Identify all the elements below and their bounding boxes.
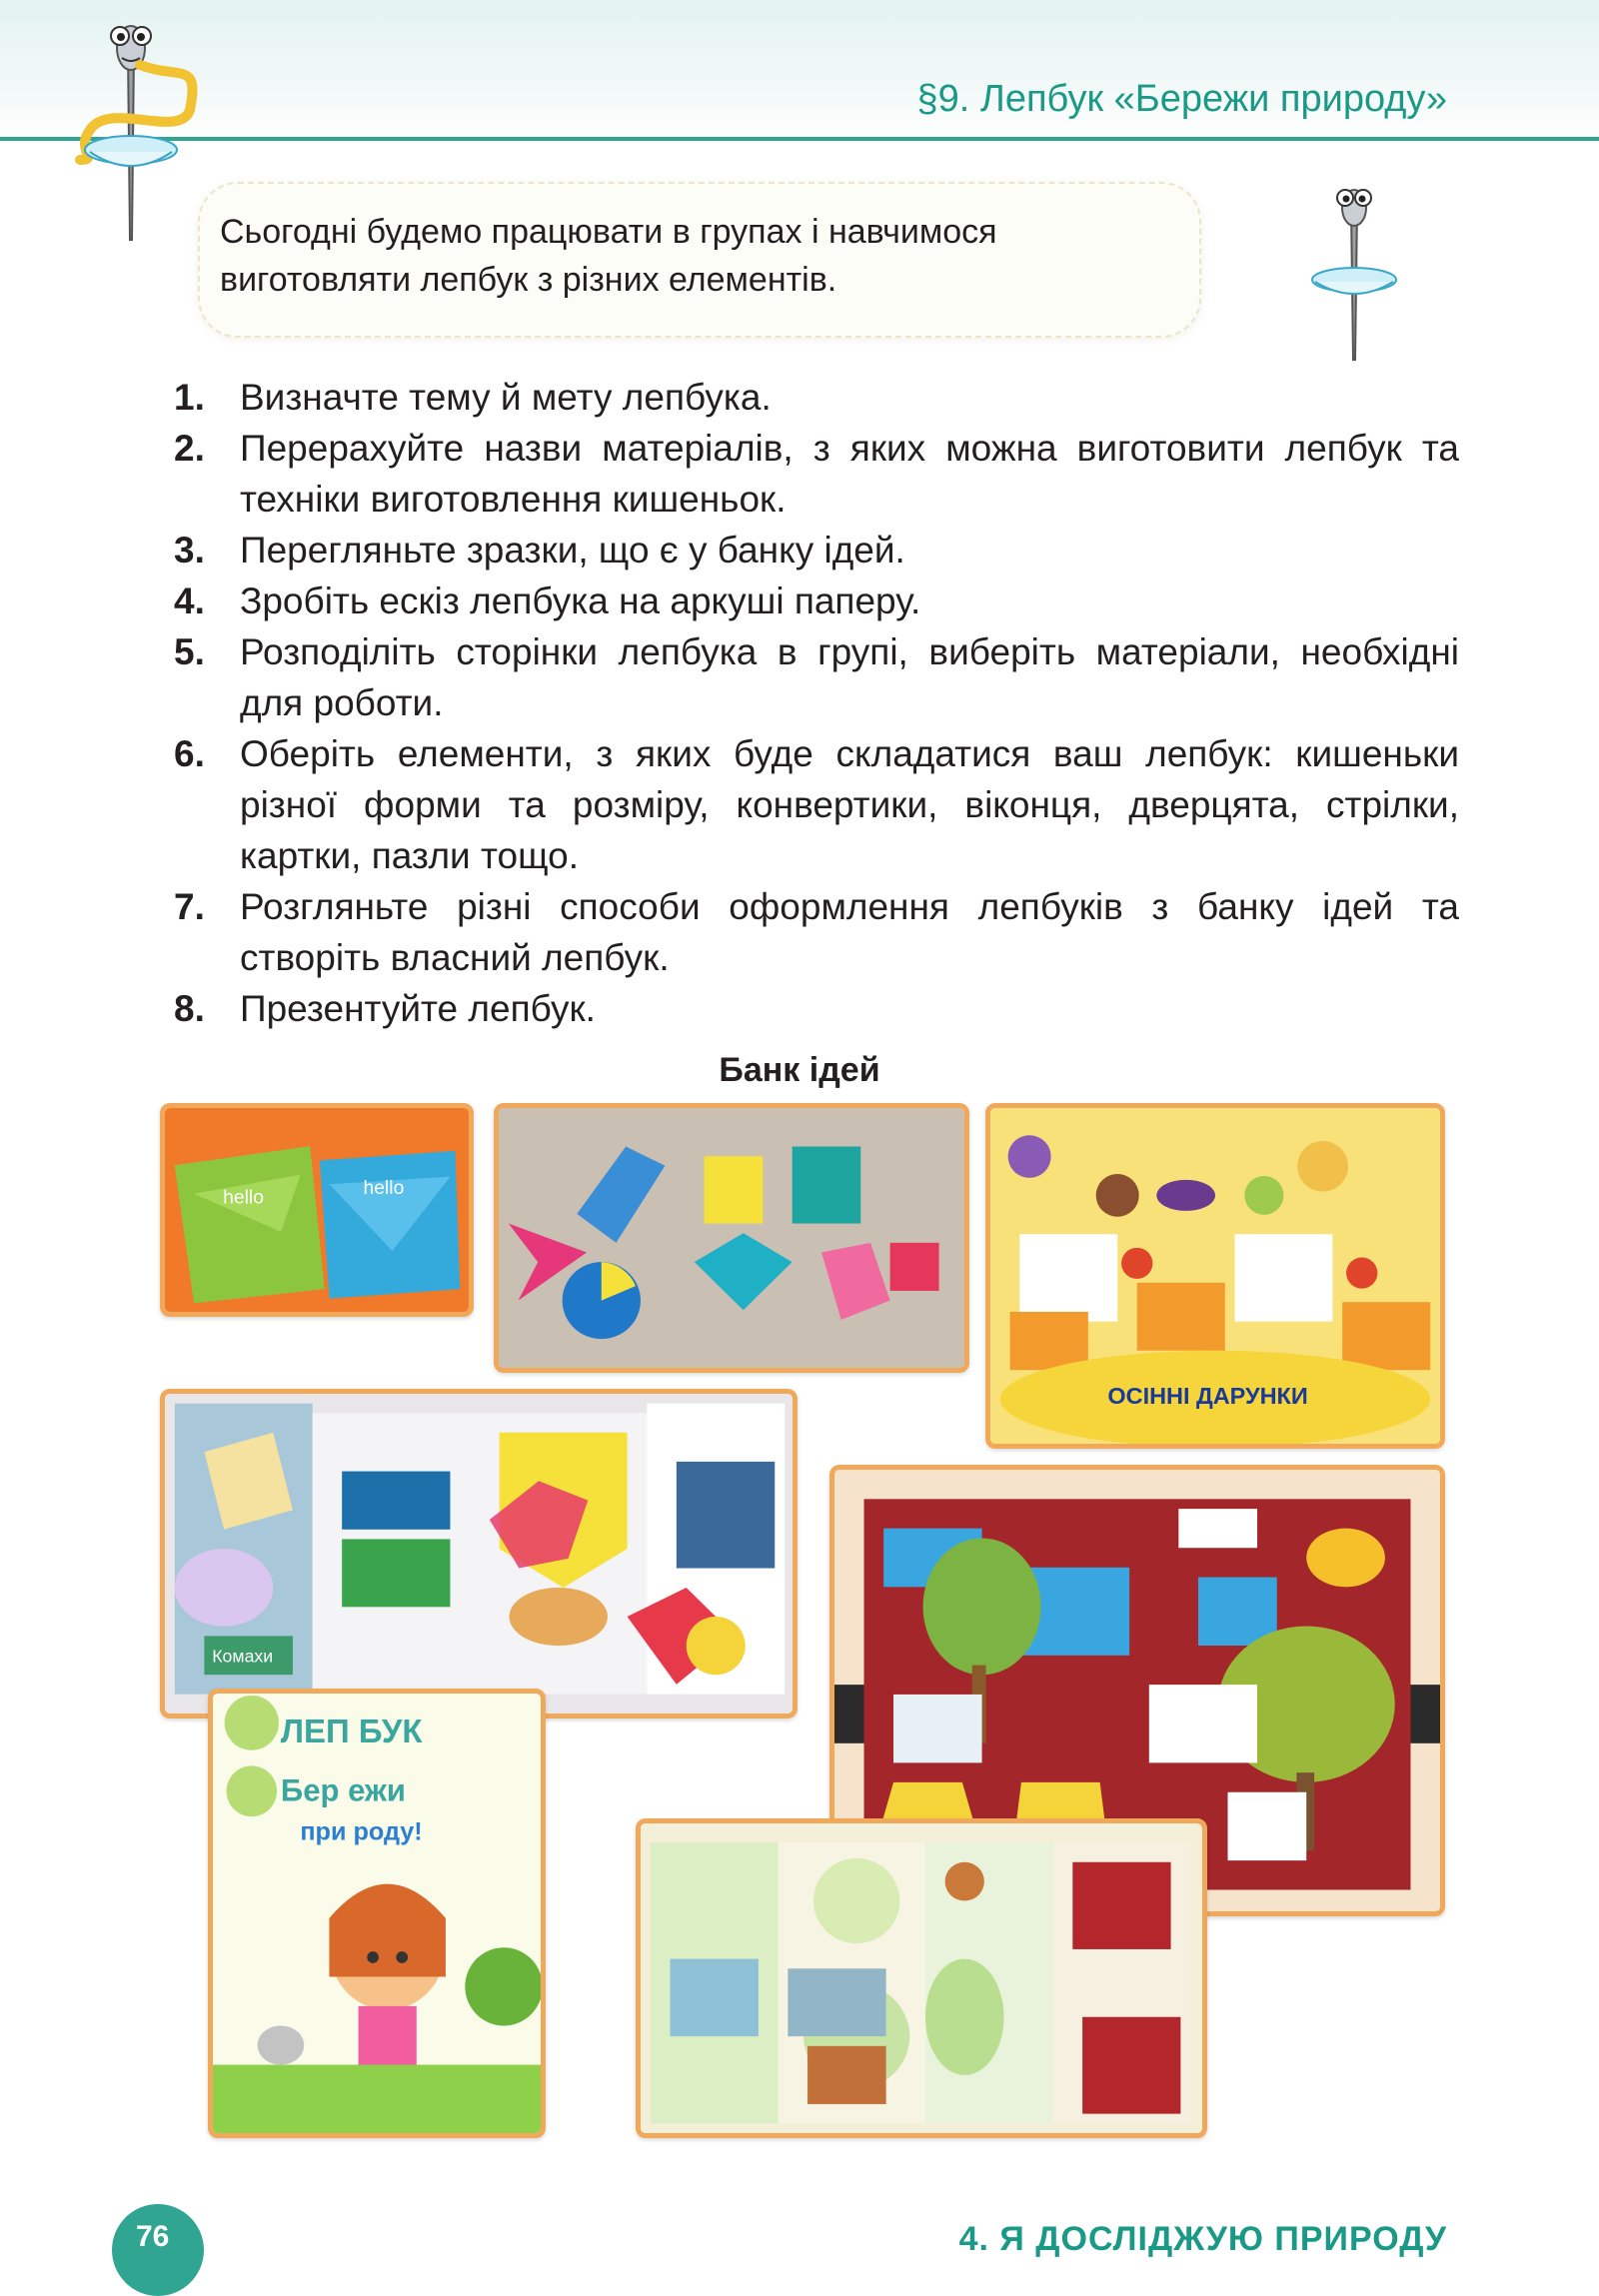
insects-label: Комахи	[212, 1646, 274, 1667]
task-text: Визначте тему й мету лепбука.	[240, 377, 772, 418]
list-item	[170, 423, 1459, 525]
list-item	[170, 372, 1459, 423]
photo-insects-lapbook	[160, 1389, 798, 1719]
task-text: Перегляньте зразки, що є у банку ідей.	[240, 530, 905, 571]
envelope-hello-2: hello	[363, 1177, 405, 1199]
task-text: Оберіть елементи, з яких буде складатися ваш лепбук: кишеньки різної форми та розміру, конвертики, віконця, дверцята, стрілки, картки, пазли тощо.	[240, 733, 1459, 876]
header-rule	[0, 137, 1599, 141]
needle-mascot-right-icon	[1289, 178, 1419, 368]
task-number: 5.	[174, 631, 205, 672]
photo-autumn-lapbook	[985, 1103, 1445, 1449]
task-number: 6.	[174, 733, 205, 774]
page-number: 76	[136, 2220, 170, 2253]
task-number: 4.	[174, 580, 205, 621]
photo-envelopes	[160, 1103, 474, 1317]
autumn-banner-text: ОСІННІ ДАРУНКИ	[1107, 1383, 1308, 1410]
task-text: Перерахуйте назви матеріалів, з яких можна виготовити лепбук та техніки виготовлення кишеньок.	[240, 428, 1459, 520]
needle-mascot-icon	[50, 10, 210, 250]
task-text: Презентуйте лепбук.	[240, 988, 596, 1029]
cover-line-1: Бер ежи	[280, 1772, 407, 1808]
photo-folded-shapes	[494, 1103, 969, 1373]
list-item	[170, 728, 1459, 881]
task-number: 2.	[174, 428, 205, 469]
envelope-hello-1: hello	[223, 1187, 264, 1209]
list-item	[170, 626, 1459, 728]
idea-bank-title: Банк ідей	[719, 1051, 880, 1089]
cover-lapbook-word: ЛЕП БУК	[280, 1713, 423, 1750]
list-item	[170, 575, 1459, 626]
task-number: 1.	[174, 377, 205, 418]
task-text: Розподіліть сторінки лепбука в групі, виберіть матеріали, необхідні для роботи.	[240, 631, 1459, 723]
task-number: 3.	[174, 530, 205, 571]
photo-flower-lapbook	[636, 1818, 1207, 2138]
cover-line-2: при роду!	[300, 1817, 423, 1846]
section-title: §9. Лепбук «Бережи природу»	[916, 78, 1447, 120]
list-item	[170, 983, 1459, 1034]
task-text: Зробіть ескіз лепбука на аркуші паперу.	[240, 580, 921, 621]
task-number: 7.	[174, 886, 205, 927]
list-item	[170, 525, 1459, 575]
photo-cover-lapbook	[208, 1689, 546, 2138]
list-item	[170, 881, 1459, 983]
speech-bubble	[198, 182, 1201, 338]
task-text: Розгляньте різні способи оформлення лепбуків з банку ідей та створіть власний лепбук.	[240, 886, 1459, 978]
task-number: 8.	[174, 988, 205, 1029]
task-list	[170, 372, 1459, 1034]
footer-chapter-title: 4. Я ДОСЛІДЖУЮ ПРИРОДУ	[958, 2220, 1447, 2258]
speech-bubble-text: Сьогодні будемо працювати в групах і навчимося виготовляти лепбук з різних елементів.	[220, 213, 997, 299]
